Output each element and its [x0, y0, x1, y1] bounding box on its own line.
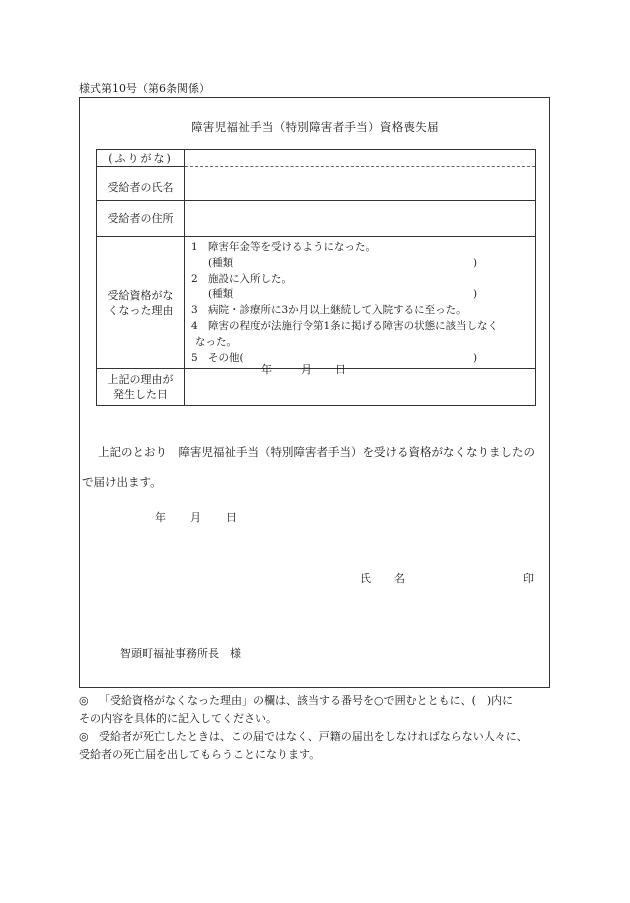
declaration-line-1: 上記のとおり 障害児福祉手当（特別障害者手当）を受ける資格がなくなりましたの [98, 445, 535, 459]
occurrence-date-label-line1: 上記の理由が [107, 373, 174, 387]
note-2-line2: 受給者の死亡届を出してもらうことになります。 [79, 748, 321, 761]
note-1 [79, 692, 559, 710]
reason-label-line1: 受給資格がな [107, 288, 174, 302]
submission-day-label: 日 [226, 511, 237, 524]
reason-option-3[interactable] [191, 303, 529, 319]
reason-1-type-field[interactable] [191, 256, 529, 272]
address-field[interactable] [185, 201, 536, 237]
submission-month-label: 月 [190, 511, 201, 524]
reason-options[interactable] [185, 237, 536, 369]
reason-label [97, 237, 185, 369]
reason-text: 病院・診療所に3か月以上継続して入院するに至った。 [208, 304, 467, 317]
reason-4-continuation: なった。 [195, 335, 237, 348]
occurrence-day-label: 日 [335, 363, 346, 377]
applicant-table [96, 149, 536, 406]
occurrence-date-field[interactable] [185, 363, 536, 406]
notes [79, 692, 559, 764]
double-circle-icon: ◎ [79, 694, 89, 707]
addressee: 智頭町福祉事務所長 様 [120, 647, 241, 660]
occurrence-year-label: 年 [261, 363, 272, 377]
reason-option-5[interactable] [191, 351, 529, 367]
note-2-line1: 受給者が死亡したときは、この届ではなく、戸籍の届出をしなければならない人々に、 [99, 730, 528, 743]
name-field[interactable] [185, 167, 536, 201]
note-2 [79, 728, 559, 746]
reason-text: 施設に入所した。 [208, 272, 292, 285]
signature-name-label-1: 氏 [360, 572, 371, 585]
note-1-line1: 「受給資格がなくなった理由」の欄は、該当する番号を○で囲むとともに、( )内に [99, 694, 514, 707]
type-label: (種類 [208, 256, 234, 269]
seal-mark: 印 [523, 572, 534, 585]
address-label: 受給者の住所 [97, 201, 185, 237]
reason-number: 5 [191, 351, 198, 364]
occurrence-date-label-line2: 発生した日 [113, 388, 168, 402]
type-label: (種類 [208, 288, 234, 301]
reason-number: 2 [191, 272, 198, 285]
reason-label-line2: くなった理由 [107, 303, 174, 317]
furigana-label: (ふりがな) [97, 150, 185, 167]
signature-name-label-2: 名 [394, 572, 405, 585]
reason-option-2[interactable] [191, 272, 529, 288]
other-close-paren: ) [473, 351, 478, 364]
reason-text: その他( [208, 351, 244, 364]
note-1-line2: その内容を具体的に記入してください。 [79, 712, 277, 725]
reason-option-1[interactable] [191, 240, 529, 256]
type-close-paren: ) [473, 256, 478, 269]
furigana-field[interactable] [185, 150, 536, 167]
double-circle-icon: ◎ [79, 730, 89, 743]
declaration-line-2: で届け出ます。 [82, 475, 162, 489]
reason-option-4[interactable] [191, 319, 529, 335]
occurrence-date-label [97, 369, 185, 406]
reason-text: 障害の程度が法施行令第1条に掲げる障害の状態に該当しなく [208, 319, 499, 332]
form-title: 障害児福祉手当（特別障害者手当）資格喪失届 [191, 120, 439, 134]
declaration-statement [82, 437, 542, 497]
submission-year-label: 年 [155, 511, 166, 524]
reason-2-type-field[interactable] [191, 287, 529, 303]
form-number: 様式第10号（第6条関係） [79, 82, 210, 95]
reason-text: 障害年金等を受けるようになった。 [208, 241, 376, 253]
reason-number: 1 [191, 241, 198, 253]
occurrence-month-label: 月 [301, 363, 312, 377]
reason-number: 4 [191, 319, 198, 332]
reason-number: 3 [191, 304, 198, 317]
type-close-paren: ) [473, 288, 478, 301]
name-label: 受給者の氏名 [97, 167, 185, 201]
